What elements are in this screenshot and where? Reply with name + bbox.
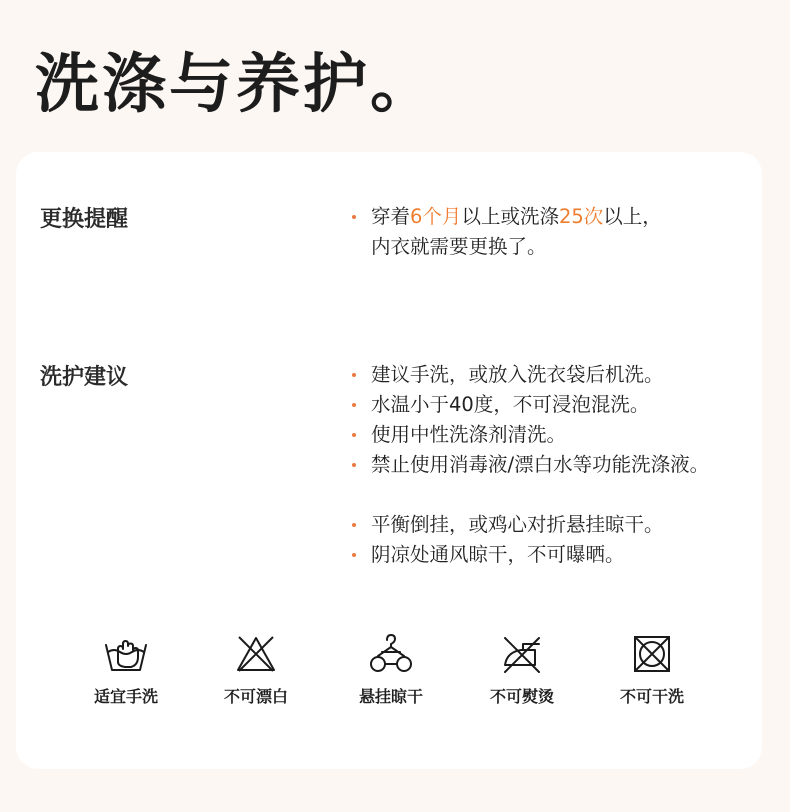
list-item: 水温小于40度，不可浸泡混洗。 — [348, 390, 709, 420]
replace-reminder-item: 穿着6个月以上或洗涤25次以上， — [348, 202, 662, 232]
care-icon-no-tumble-dry — [597, 632, 707, 707]
highlight-wash-count: 25次 — [558, 205, 604, 228]
highlight-months: 6个月 — [410, 205, 462, 228]
care-label: 不可漂白 — [223, 687, 288, 706]
hand-wash-icon — [103, 632, 149, 676]
care-advice-label: 洗护建议 — [40, 365, 129, 390]
care-advice-list — [348, 360, 709, 570]
list-item: 禁止使用消毒液/漂白水等功能洗涤液。 — [348, 450, 709, 480]
care-icon-hand-wash — [71, 632, 181, 707]
care-label: 不可熨烫 — [489, 687, 554, 706]
care-icon-hang-dry — [336, 632, 446, 707]
no-tumble-dry-icon — [629, 632, 675, 676]
no-bleach-icon — [233, 632, 279, 676]
list-item: 使用中性洗涤剂清洗。 — [348, 420, 709, 450]
care-label: 不可干洗 — [619, 687, 684, 706]
care-label: 适宜手洗 — [93, 687, 158, 706]
care-icon-no-iron — [467, 632, 577, 707]
care-label: 悬挂晾干 — [358, 687, 423, 706]
care-icons-row — [16, 632, 762, 712]
replace-reminder-list — [348, 202, 662, 232]
list-item: 建议手洗，或放入洗衣袋后机洗。 — [348, 360, 709, 390]
replace-reminder-label: 更换提醒 — [40, 207, 129, 232]
hang-dry-icon — [368, 632, 414, 676]
page-title: 洗涤与养护。 — [35, 48, 437, 122]
care-icon-no-bleach — [201, 632, 311, 707]
care-card — [16, 152, 762, 769]
list-item: 平衡倒挂，或鸡心对折悬挂晾干。 — [348, 510, 709, 540]
no-iron-icon — [499, 632, 545, 676]
replace-reminder-line2: 内衣就需要更换了。 — [371, 235, 547, 258]
list-spacer — [348, 480, 709, 510]
list-item: 阴凉处通风晾干，不可曝晒。 — [348, 540, 709, 570]
